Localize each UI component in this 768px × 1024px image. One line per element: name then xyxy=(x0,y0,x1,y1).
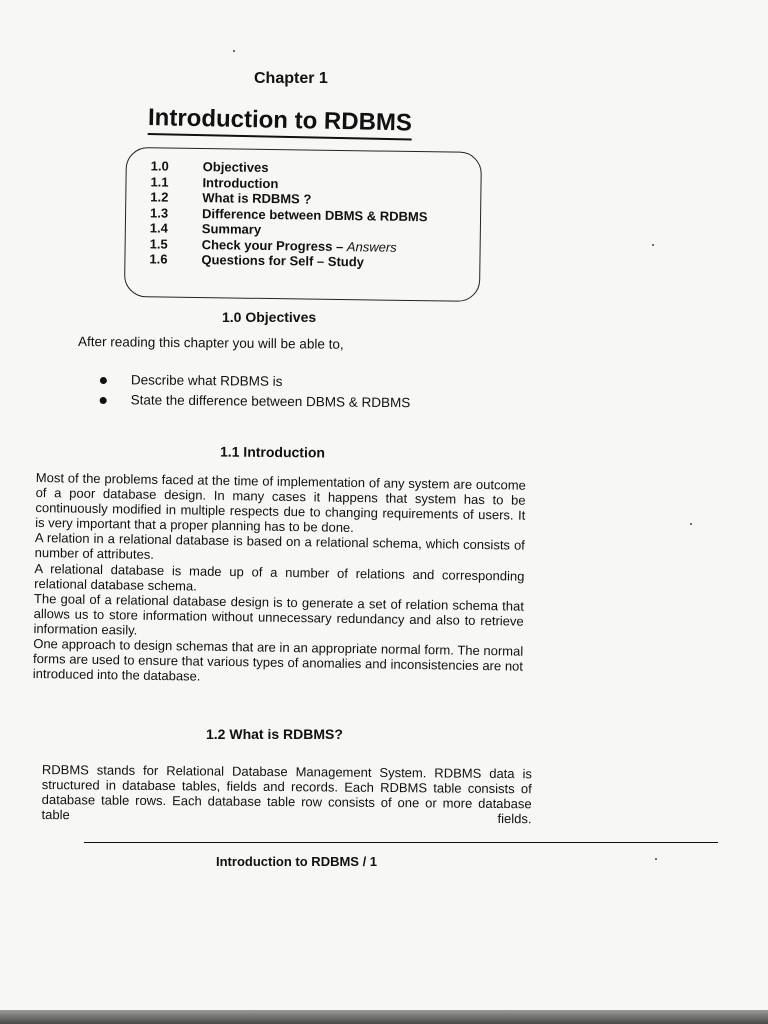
chapter-label: Chapter 1 xyxy=(254,70,328,87)
toc-text: Check your Progress – xyxy=(201,236,347,254)
introduction-body xyxy=(33,470,526,689)
paragraph: One approach to design schemas that are in an appropriate normal form. The normal forms are used to ensure that various types of anomalies and inconsistencies are not introduced into the database. xyxy=(32,636,524,684)
toc-number: 1.0 xyxy=(150,158,169,174)
toc-number: 1.2 xyxy=(150,189,169,205)
objectives-heading: 1.0 Objectives xyxy=(222,309,317,325)
objectives-intro: After reading this chapter you will be able to, xyxy=(77,334,344,352)
toc-emphasis: Answers xyxy=(346,238,397,255)
toc-number: 1.3 xyxy=(149,204,169,221)
table-of-contents-box xyxy=(124,147,482,302)
what-is-rdbms-heading: 1.2 What is RDBMS? xyxy=(206,726,343,742)
introduction-heading: 1.1 Introduction xyxy=(219,443,326,461)
paragraph: The goal of a relational database design is to generate a set of relation schema that allows us to store information without unnecessary redundancy and also to retrieve information easily. xyxy=(33,590,525,638)
toc-text: What is RDBMS ? xyxy=(202,190,312,207)
bullet-icon xyxy=(100,376,107,383)
scan-bottom-edge xyxy=(0,1010,768,1024)
toc-number: 1.1 xyxy=(150,173,169,190)
toc-number: 1.6 xyxy=(149,251,168,267)
paper-speck xyxy=(233,50,235,52)
toc-number: 1.4 xyxy=(149,220,169,236)
toc-list xyxy=(149,158,428,270)
paper-speck xyxy=(652,244,654,246)
bullet-text: State the difference between DBMS & RDBMS xyxy=(130,392,411,411)
bullet-text: Describe what RDBMS is xyxy=(130,372,283,389)
toc-text: Introduction xyxy=(202,174,279,191)
page-footer: Introduction to RDBMS / 1 xyxy=(216,854,378,869)
toc-text: Questions for Self – Study xyxy=(201,252,365,270)
toc-number: 1.5 xyxy=(149,235,168,252)
paper-speck xyxy=(690,523,692,525)
bullet-item xyxy=(100,390,411,413)
toc-text: Difference between DBMS & RDBMS xyxy=(201,205,428,224)
objectives-bullet-list xyxy=(100,370,411,413)
paragraph: A relation in a relational database is based on a relational schema, which consists of number of attributes. xyxy=(34,530,525,563)
bullet-icon xyxy=(100,396,107,403)
footer-divider xyxy=(84,842,718,843)
paragraph: A relational database is made up of a number of relations and corresponding relational database schema. xyxy=(34,560,525,594)
chapter-title: Introduction to RDBMS xyxy=(148,104,413,141)
paragraph: Most of the problems faced at the time of implementation of any system are outcome of a poor database design. In many cases it happens that system has to be continuously modified in multiple respects due to changing requirements of users. It is very important that a proper planning has to be done. xyxy=(35,470,526,536)
toc-text: Objectives xyxy=(202,159,269,175)
paragraph: RDBMS stands for Relational Database Management System. RDBMS data is structured in database tables, fields and records. Each RDBMS table consists of database table rows. Each database table row consists of one or more database table fields. xyxy=(41,762,532,827)
toc-text: Summary xyxy=(201,221,262,237)
what-is-rdbms-body xyxy=(41,762,532,827)
paper-speck xyxy=(655,858,657,860)
